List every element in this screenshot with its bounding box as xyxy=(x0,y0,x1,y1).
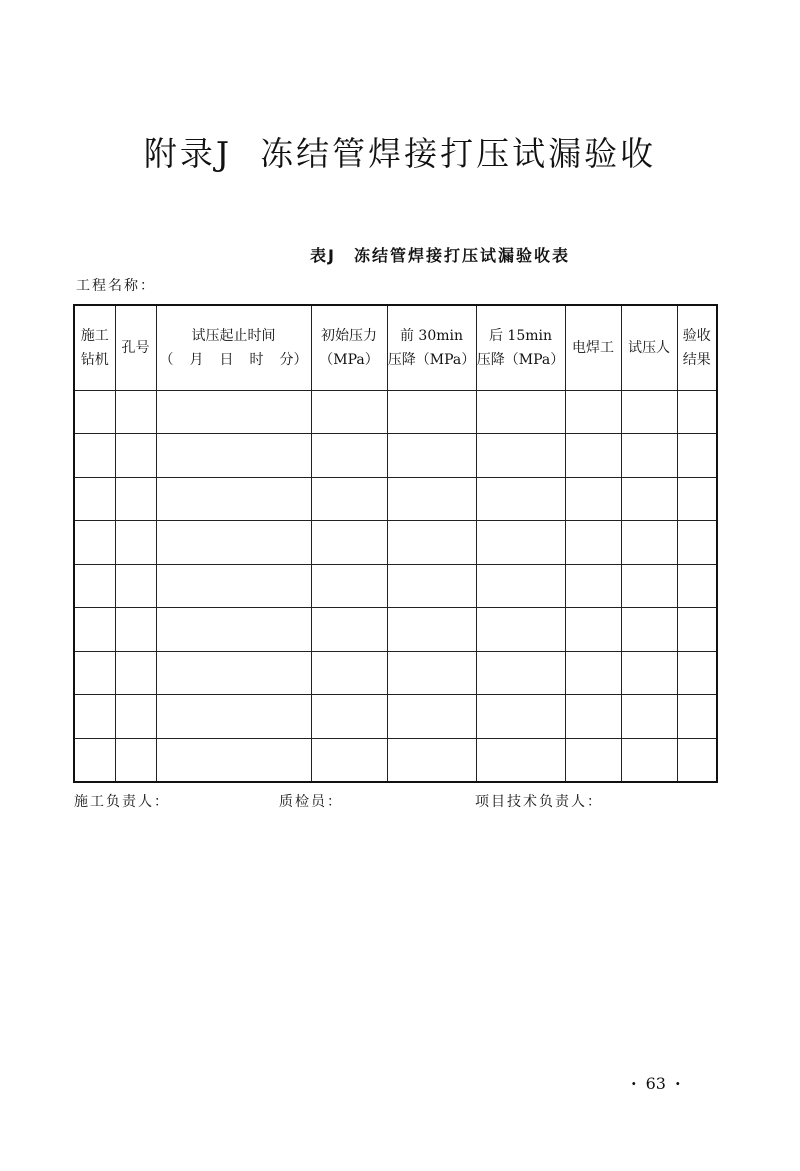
table-cell[interactable] xyxy=(565,608,621,652)
header-welder: 电焊工 xyxy=(565,305,621,390)
header-tester: 试压人 xyxy=(621,305,677,390)
technical-lead-label: 项目技术负责人： xyxy=(475,794,603,810)
table-cell[interactable] xyxy=(677,390,717,434)
table-cell[interactable] xyxy=(621,477,677,521)
bullet-left: · xyxy=(631,1074,637,1093)
table-cell[interactable] xyxy=(387,738,476,782)
appendix-title xyxy=(0,128,800,175)
table-row xyxy=(74,477,717,521)
acceptance-table xyxy=(73,304,718,783)
table-cell[interactable] xyxy=(311,477,387,521)
table-cell[interactable] xyxy=(74,651,115,695)
table-cell[interactable] xyxy=(621,434,677,478)
table-cell[interactable] xyxy=(311,738,387,782)
table-cell[interactable] xyxy=(74,695,115,739)
table-cell[interactable] xyxy=(387,390,476,434)
table-cell[interactable] xyxy=(677,695,717,739)
table-row xyxy=(74,738,717,782)
table-cell[interactable] xyxy=(74,521,115,565)
table-cell[interactable] xyxy=(156,477,311,521)
header-initial-pressure: 初始压力 （MPa） xyxy=(311,305,387,390)
table-cell[interactable] xyxy=(621,564,677,608)
table-cell[interactable] xyxy=(115,564,156,608)
header-last-15min-drop: 后 15min 压降（MPa） xyxy=(476,305,565,390)
table-cell[interactable] xyxy=(115,695,156,739)
table-row xyxy=(74,608,717,652)
table-cell[interactable] xyxy=(677,651,717,695)
table-cell[interactable] xyxy=(387,521,476,565)
table-cell[interactable] xyxy=(74,477,115,521)
table-header-row xyxy=(74,305,717,390)
table-cell[interactable] xyxy=(476,521,565,565)
table-cell[interactable] xyxy=(621,738,677,782)
table-cell[interactable] xyxy=(621,651,677,695)
table-cell[interactable] xyxy=(476,390,565,434)
table-caption xyxy=(0,243,800,266)
table-cell[interactable] xyxy=(156,390,311,434)
table-cell[interactable] xyxy=(115,390,156,434)
project-name-label: 工程名称： xyxy=(76,278,156,294)
table-cell[interactable] xyxy=(156,521,311,565)
table-cell[interactable] xyxy=(476,651,565,695)
table-cell[interactable] xyxy=(156,738,311,782)
table-cell[interactable] xyxy=(387,608,476,652)
table-cell[interactable] xyxy=(621,390,677,434)
construction-lead-label: 施工负责人： xyxy=(74,794,170,810)
header-test-time: 试压起止时间 （ 月 日 时 分） xyxy=(156,305,311,390)
table-cell[interactable] xyxy=(677,564,717,608)
appendix-label: 附录J xyxy=(143,134,233,173)
table-cell[interactable] xyxy=(677,521,717,565)
table-row xyxy=(74,434,717,478)
table-cell[interactable] xyxy=(156,434,311,478)
table-cell[interactable] xyxy=(565,434,621,478)
table-cell[interactable] xyxy=(115,521,156,565)
table-cell[interactable] xyxy=(311,564,387,608)
table-cell[interactable] xyxy=(115,477,156,521)
table-cell[interactable] xyxy=(565,564,621,608)
table-cell[interactable] xyxy=(476,477,565,521)
table-cell[interactable] xyxy=(311,434,387,478)
table-cell[interactable] xyxy=(565,651,621,695)
table-cell[interactable] xyxy=(74,608,115,652)
table-cell[interactable] xyxy=(565,390,621,434)
table-cell[interactable] xyxy=(74,564,115,608)
table-cell[interactable] xyxy=(387,564,476,608)
table-cell[interactable] xyxy=(311,651,387,695)
table-cell[interactable] xyxy=(565,695,621,739)
table-cell[interactable] xyxy=(156,695,311,739)
table-cell[interactable] xyxy=(387,434,476,478)
table-cell[interactable] xyxy=(677,608,717,652)
table-cell[interactable] xyxy=(156,651,311,695)
table-cell[interactable] xyxy=(387,651,476,695)
table-cell[interactable] xyxy=(74,434,115,478)
table-cell[interactable] xyxy=(311,608,387,652)
table-cell[interactable] xyxy=(621,608,677,652)
table-cell[interactable] xyxy=(156,608,311,652)
header-acceptance-result: 验收 结果 xyxy=(677,305,717,390)
table-cell[interactable] xyxy=(476,434,565,478)
table-cell[interactable] xyxy=(387,695,476,739)
table-cell[interactable] xyxy=(156,564,311,608)
bullet-right: · xyxy=(674,1074,681,1093)
table-cell[interactable] xyxy=(621,521,677,565)
table-cell[interactable] xyxy=(387,477,476,521)
header-rig: 施工 钻机 xyxy=(74,305,115,390)
table-cell[interactable] xyxy=(476,738,565,782)
table-cell[interactable] xyxy=(677,738,717,782)
table-cell[interactable] xyxy=(115,738,156,782)
table-cell[interactable] xyxy=(677,434,717,478)
page-number xyxy=(622,1074,690,1093)
page-number-value: 63 xyxy=(645,1074,666,1093)
table-row xyxy=(74,695,717,739)
table-row xyxy=(74,521,717,565)
table-cell[interactable] xyxy=(677,477,717,521)
appendix-title-text: 冻结管焊接打压试漏验收 xyxy=(260,134,657,173)
table-cell[interactable] xyxy=(74,738,115,782)
table-row xyxy=(74,564,717,608)
table-cell[interactable] xyxy=(476,608,565,652)
table-cell[interactable] xyxy=(115,651,156,695)
table-row xyxy=(74,390,717,434)
table-caption-label: 表J xyxy=(310,246,336,265)
table-cell[interactable] xyxy=(311,521,387,565)
table-cell[interactable] xyxy=(565,738,621,782)
table-row xyxy=(74,651,717,695)
table-cell[interactable] xyxy=(621,695,677,739)
table-cell[interactable] xyxy=(565,521,621,565)
table-cell[interactable] xyxy=(311,390,387,434)
header-hole-number: 孔号 xyxy=(115,305,156,390)
table-cell[interactable] xyxy=(565,477,621,521)
quality-inspector-label: 质检员： xyxy=(279,794,343,810)
table-cell[interactable] xyxy=(311,695,387,739)
table-cell[interactable] xyxy=(476,564,565,608)
header-first-30min-drop: 前 30min 压降（MPa） xyxy=(387,305,476,390)
table-cell[interactable] xyxy=(115,608,156,652)
table-cell[interactable] xyxy=(476,695,565,739)
table-caption-title: 冻结管焊接打压试漏验收表 xyxy=(353,246,570,265)
table-cell[interactable] xyxy=(115,434,156,478)
table-cell[interactable] xyxy=(74,390,115,434)
